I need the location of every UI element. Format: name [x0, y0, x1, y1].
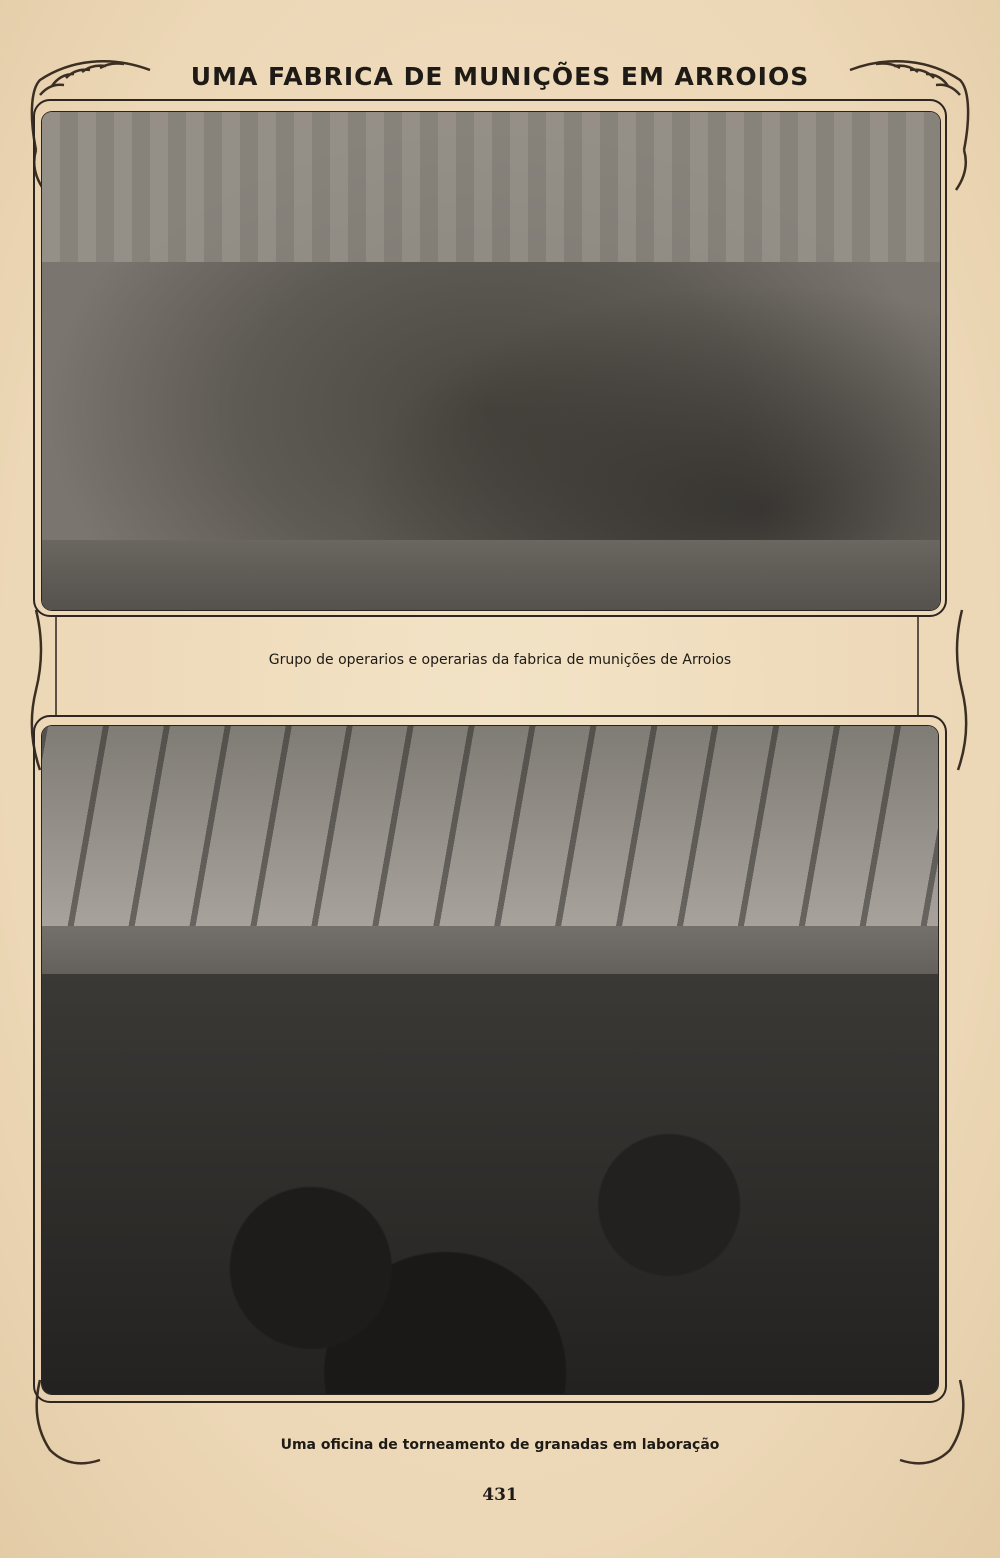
- lathe-machines: [42, 974, 938, 1394]
- workshop-roof: [42, 726, 938, 926]
- photo-caption-bottom: Uma oficina de torneamento de granadas em laboração: [280, 1437, 720, 1453]
- stone-wall: [42, 112, 940, 262]
- group-photo: [42, 112, 940, 610]
- photo-caption-top: Grupo de operarios e operarias da fabrica de munições de Arroios: [268, 652, 732, 668]
- ground: [42, 540, 940, 610]
- workshop-photo: [42, 726, 938, 1394]
- page-number: 431: [482, 1485, 518, 1505]
- page-title: UMA FABRICA DE MUNIÇÕES EM ARROIOS: [190, 62, 810, 91]
